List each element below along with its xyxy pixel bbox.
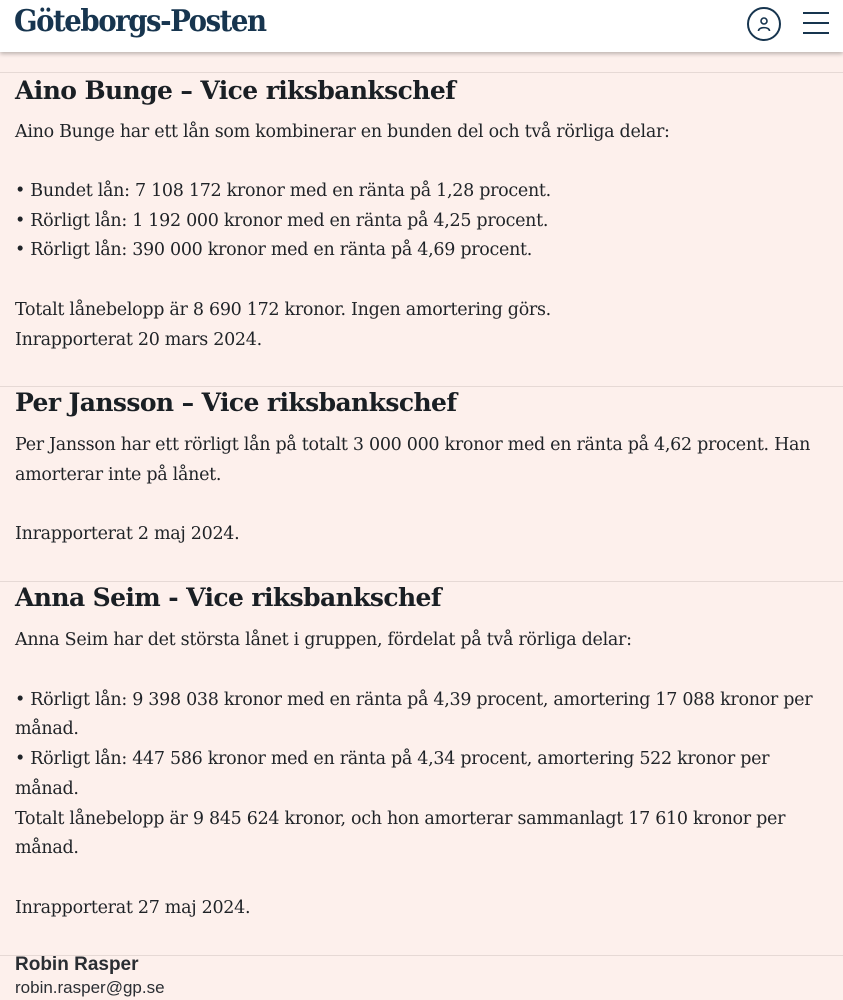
section-total: Totalt lånebelopp är 8 690 172 kronor. Ingen amortering görs. [15,300,551,320]
list-item-continued: månad. [15,719,79,739]
author-name[interactable]: Robin Rasper [15,954,139,975]
section-heading: Anna Seim - Vice riksbankschef [15,583,442,612]
list-item: • Rörligt lån: 447 586 kronor med en ränta på 4,34 procent, amortering 522 kronor per månad. [15,749,770,799]
section-anna-seim [0,581,843,956]
list-item: • Rörligt lån: 390 000 kronor med en ränta på 4,69 procent. [15,240,533,260]
section-intro-continued: amorterar inte på lånet. [15,465,222,485]
section-aino-bunge [0,72,843,387]
list-item: • Bundet lån: 7 108 172 kronor med en ränta på 1,28 procent. [15,181,551,201]
section-intro: Anna Seim har det största lånet i gruppen, fördelat på två rörliga delar: [15,630,632,650]
author-email[interactable]: robin.rasper@gp.se [15,978,165,997]
menu-button[interactable] [803,11,829,35]
section-heading: Per Jansson – Vice riksbankschef [15,388,457,417]
section-per-jansson [0,386,843,582]
site-header [0,0,843,52]
section-intro: Aino Bunge har ett lån som kombinerar en bunden del och två rörliga delar: [15,122,670,142]
list-item: • Rörligt lån: 9 398 038 kronor med en ränta på 4,39 procent, amortering 17 088 kronor per [15,690,813,710]
section-intro: Per Jansson har ett rörligt lån på totalt 3 000 000 kronor med en ränta på 4,62 procent. Han [15,435,811,455]
menu-icon [803,11,829,35]
site-logo[interactable]: Göteborgs-Posten [14,4,266,39]
list-item: • Rörligt lån: 1 192 000 kronor med en ränta på 4,25 procent. [15,211,549,231]
section-total: Totalt lånebelopp är 9 845 624 kronor, och hon amorterar sammanlagt 17 610 kronor per [15,809,786,829]
section-reported-date: Inrapporterat 2 maj 2024. [15,524,240,544]
user-icon [756,16,772,32]
section-total-continued: månad. [15,838,79,858]
user-account-button[interactable] [747,7,781,41]
section-heading: Aino Bunge – Vice riksbankschef [15,76,456,105]
section-reported-date: Inrapporterat 27 maj 2024. [15,898,251,918]
section-reported-date: Inrapporterat 20 mars 2024. [15,330,262,350]
